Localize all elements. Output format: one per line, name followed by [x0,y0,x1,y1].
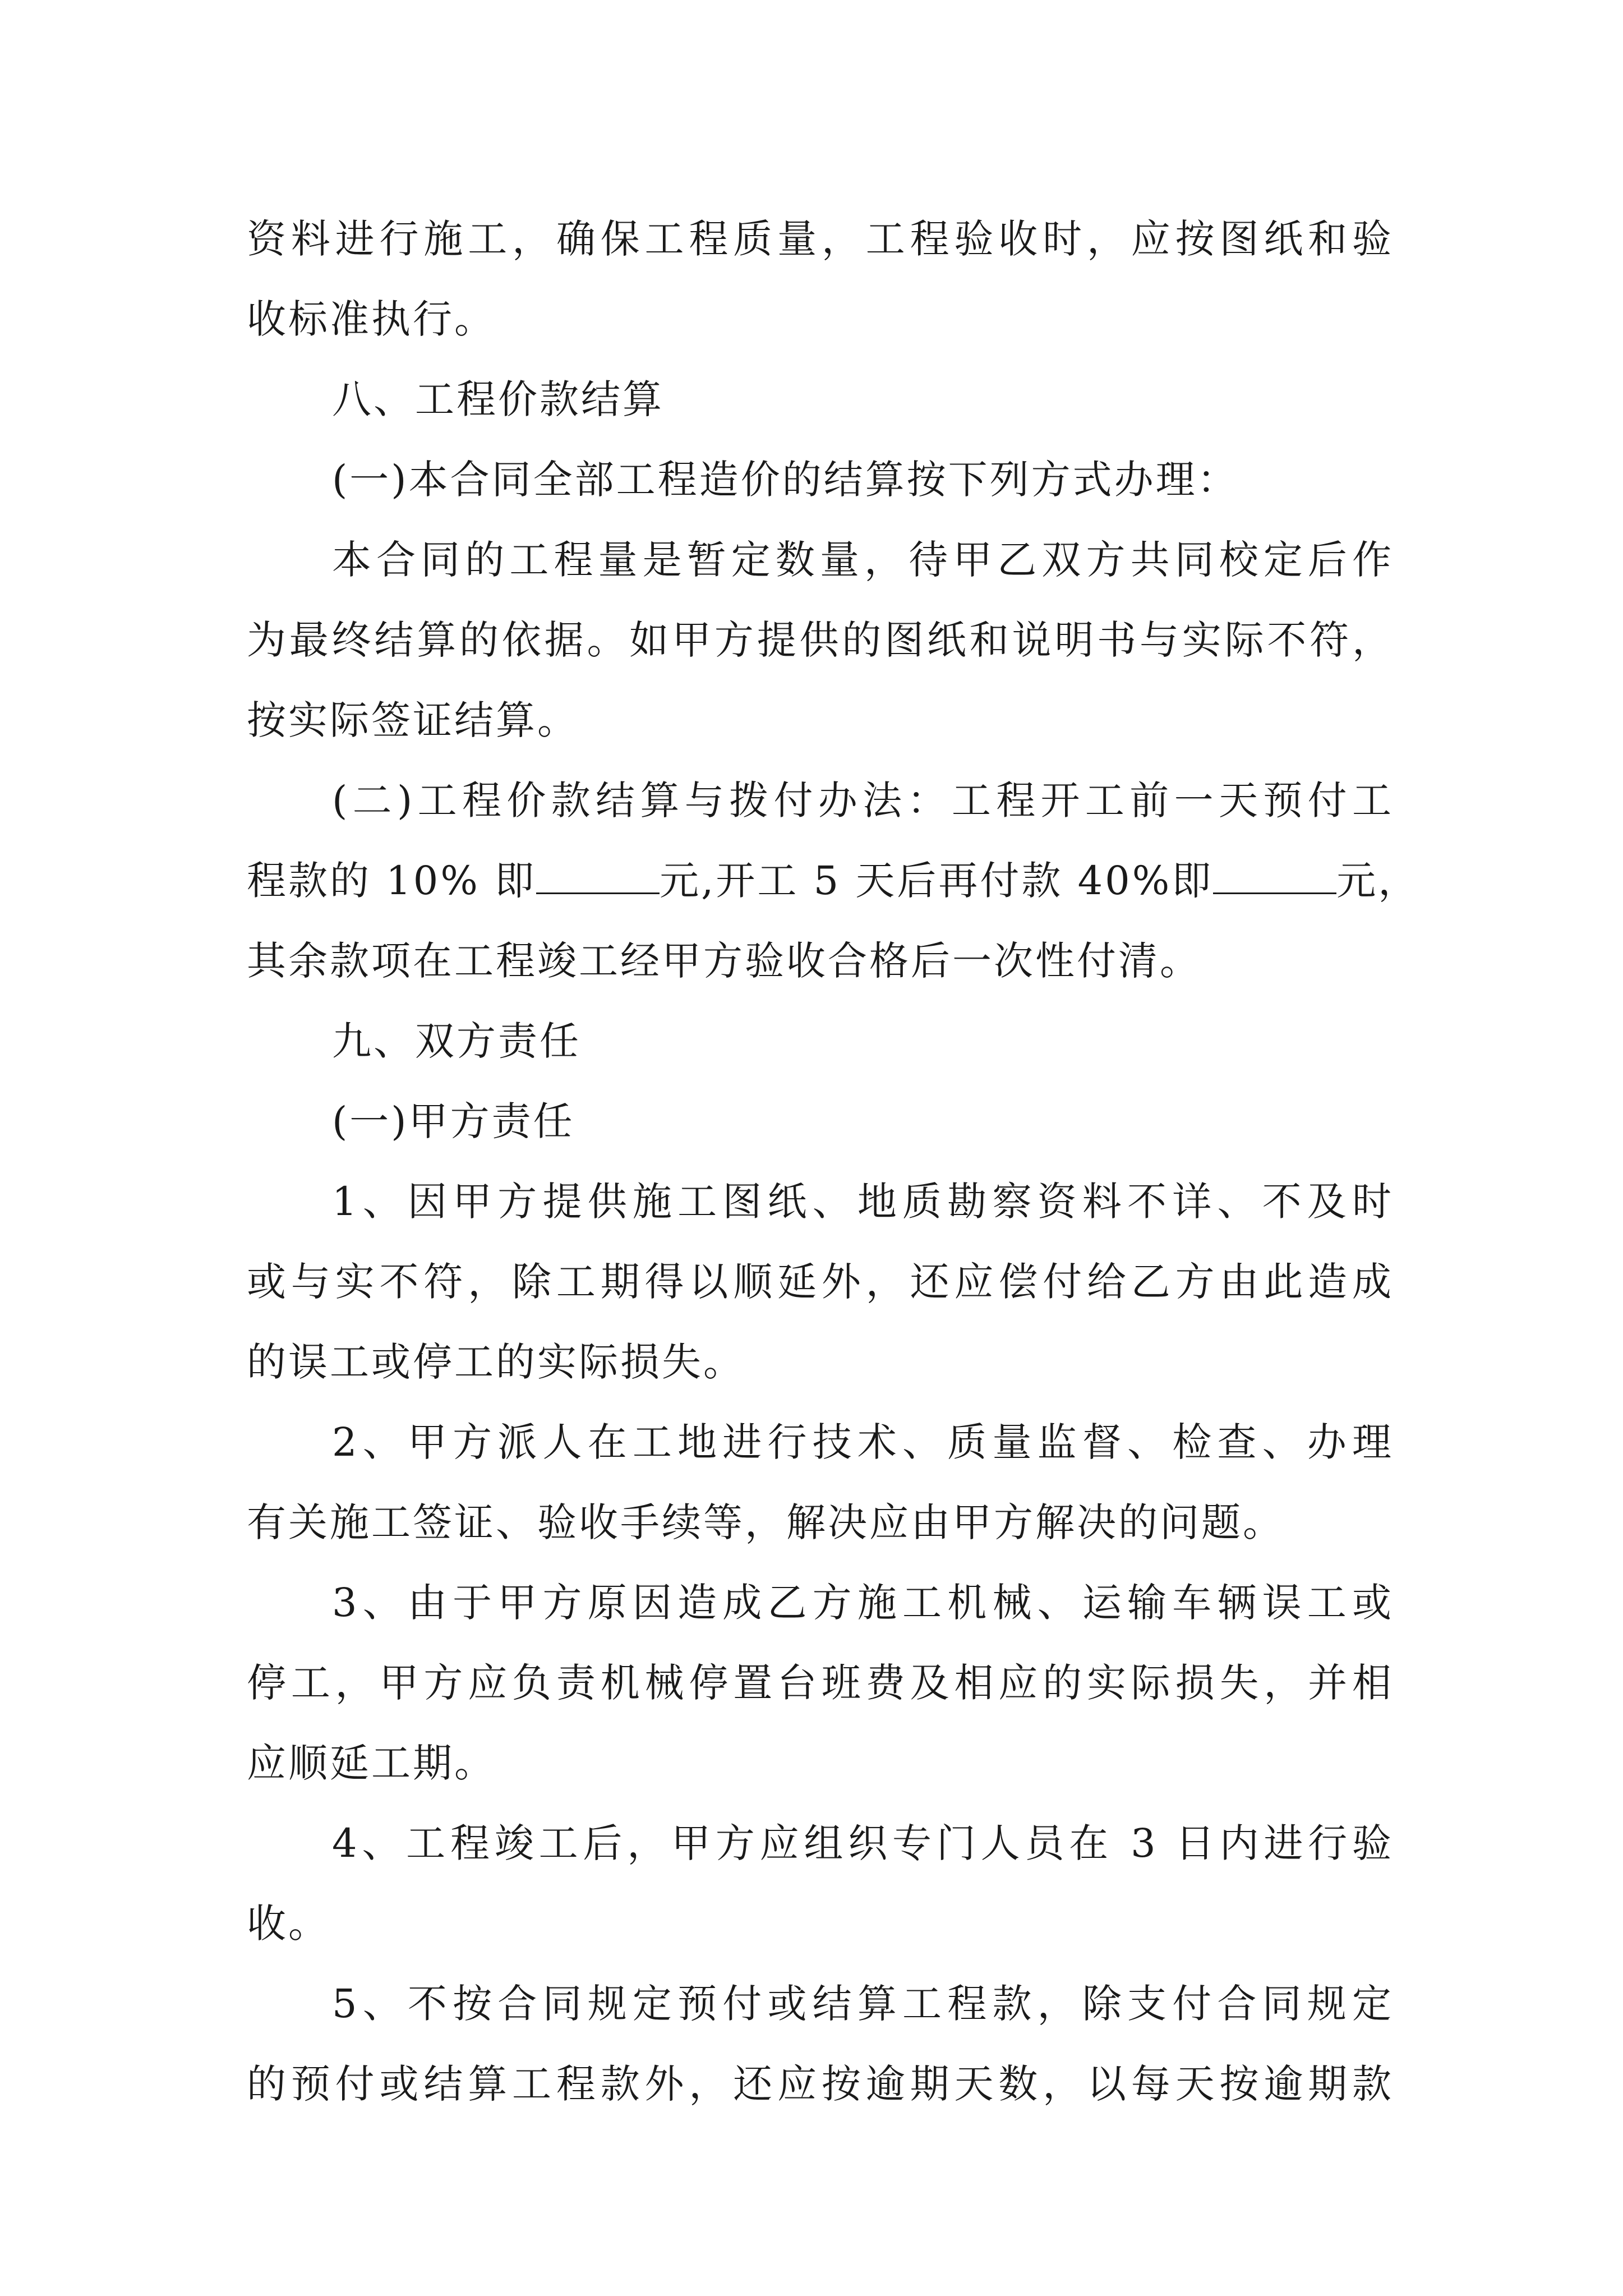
clause-5-line-2: 的预付或结算工程款外，还应按逾期天数，以每天按逾期款 [247,2061,1394,2107]
clause-2-line-1: 2、甲方派人在工地进行技术、质量监督、检查、办理 [332,1419,1394,1465]
text-line-2: 收标准执行。 [247,296,496,342]
document-body [247,199,1420,2124]
payment-text-part-1: 程款的 10% 即 [247,858,537,904]
payment-amount-blank-2 [1213,859,1336,894]
payment-text-part-2: 元,开工 5 天后再付款 40%即 [660,858,1214,904]
section-heading-9: 九、双方责任 [332,1018,581,1064]
text-line-1: 资料进行施工，确保工程质量，工程验收时，应按图纸和验 [247,216,1394,262]
subsection-heading-8-2: (二)工程价款结算与拨付办法：工程开工前一天预付工 [332,777,1394,823]
clause-2-line-2: 有关施工签证、验收手续等，解决应由甲方解决的问题。 [247,1499,1284,1545]
clause-3-line-2: 停工，甲方应负责机械停置台班费及相应的实际损失，并相 [247,1660,1394,1706]
section-heading-8: 八、工程价款结算 [332,376,664,422]
clause-1-line-3: 的误工或停工的实际损失。 [247,1339,745,1385]
clause-3-line-1: 3、由于甲方原因造成乙方施工机械、运输车辆误工或 [332,1580,1394,1626]
payment-amount-blank-1 [536,859,660,894]
clause-1-line-1: 1、因甲方提供施工图纸、地质勘察资料不详、不及时 [332,1179,1394,1225]
subsection-heading-8-1: (一)本合同全部工程造价的结算按下列方式办理： [332,457,1239,503]
payment-text-part-3: 元， [1336,858,1420,904]
text-line-5: 本合同的工程量是暂定数量，待甲乙双方共同校定后作 [332,537,1394,583]
text-line-6: 为最终结算的依据。如甲方提供的图纸和说明书与实际不符， [247,617,1394,663]
clause-3-line-3: 应顺延工期。 [247,1740,496,1786]
text-line-10: 其余款项在工程竣工经甲方验收合格后一次性付清。 [247,938,1201,984]
subsection-heading-9-1: (一)甲方责任 [332,1098,575,1144]
clause-5-line-1: 5、不按合同规定预付或结算工程款，除支付合同规定 [332,1981,1394,2027]
payment-line [247,841,1420,921]
clause-4-line-2: 收。 [247,1901,330,1947]
clause-1-line-2: 或与实不符，除工期得以顺延外，还应偿付给乙方由此造成 [247,1259,1394,1305]
text-line-7: 按实际签证结算。 [247,697,579,743]
clause-4-line-1: 4、工程竣工后，甲方应组织专门人员在 3 日内进行验 [332,1820,1394,1866]
